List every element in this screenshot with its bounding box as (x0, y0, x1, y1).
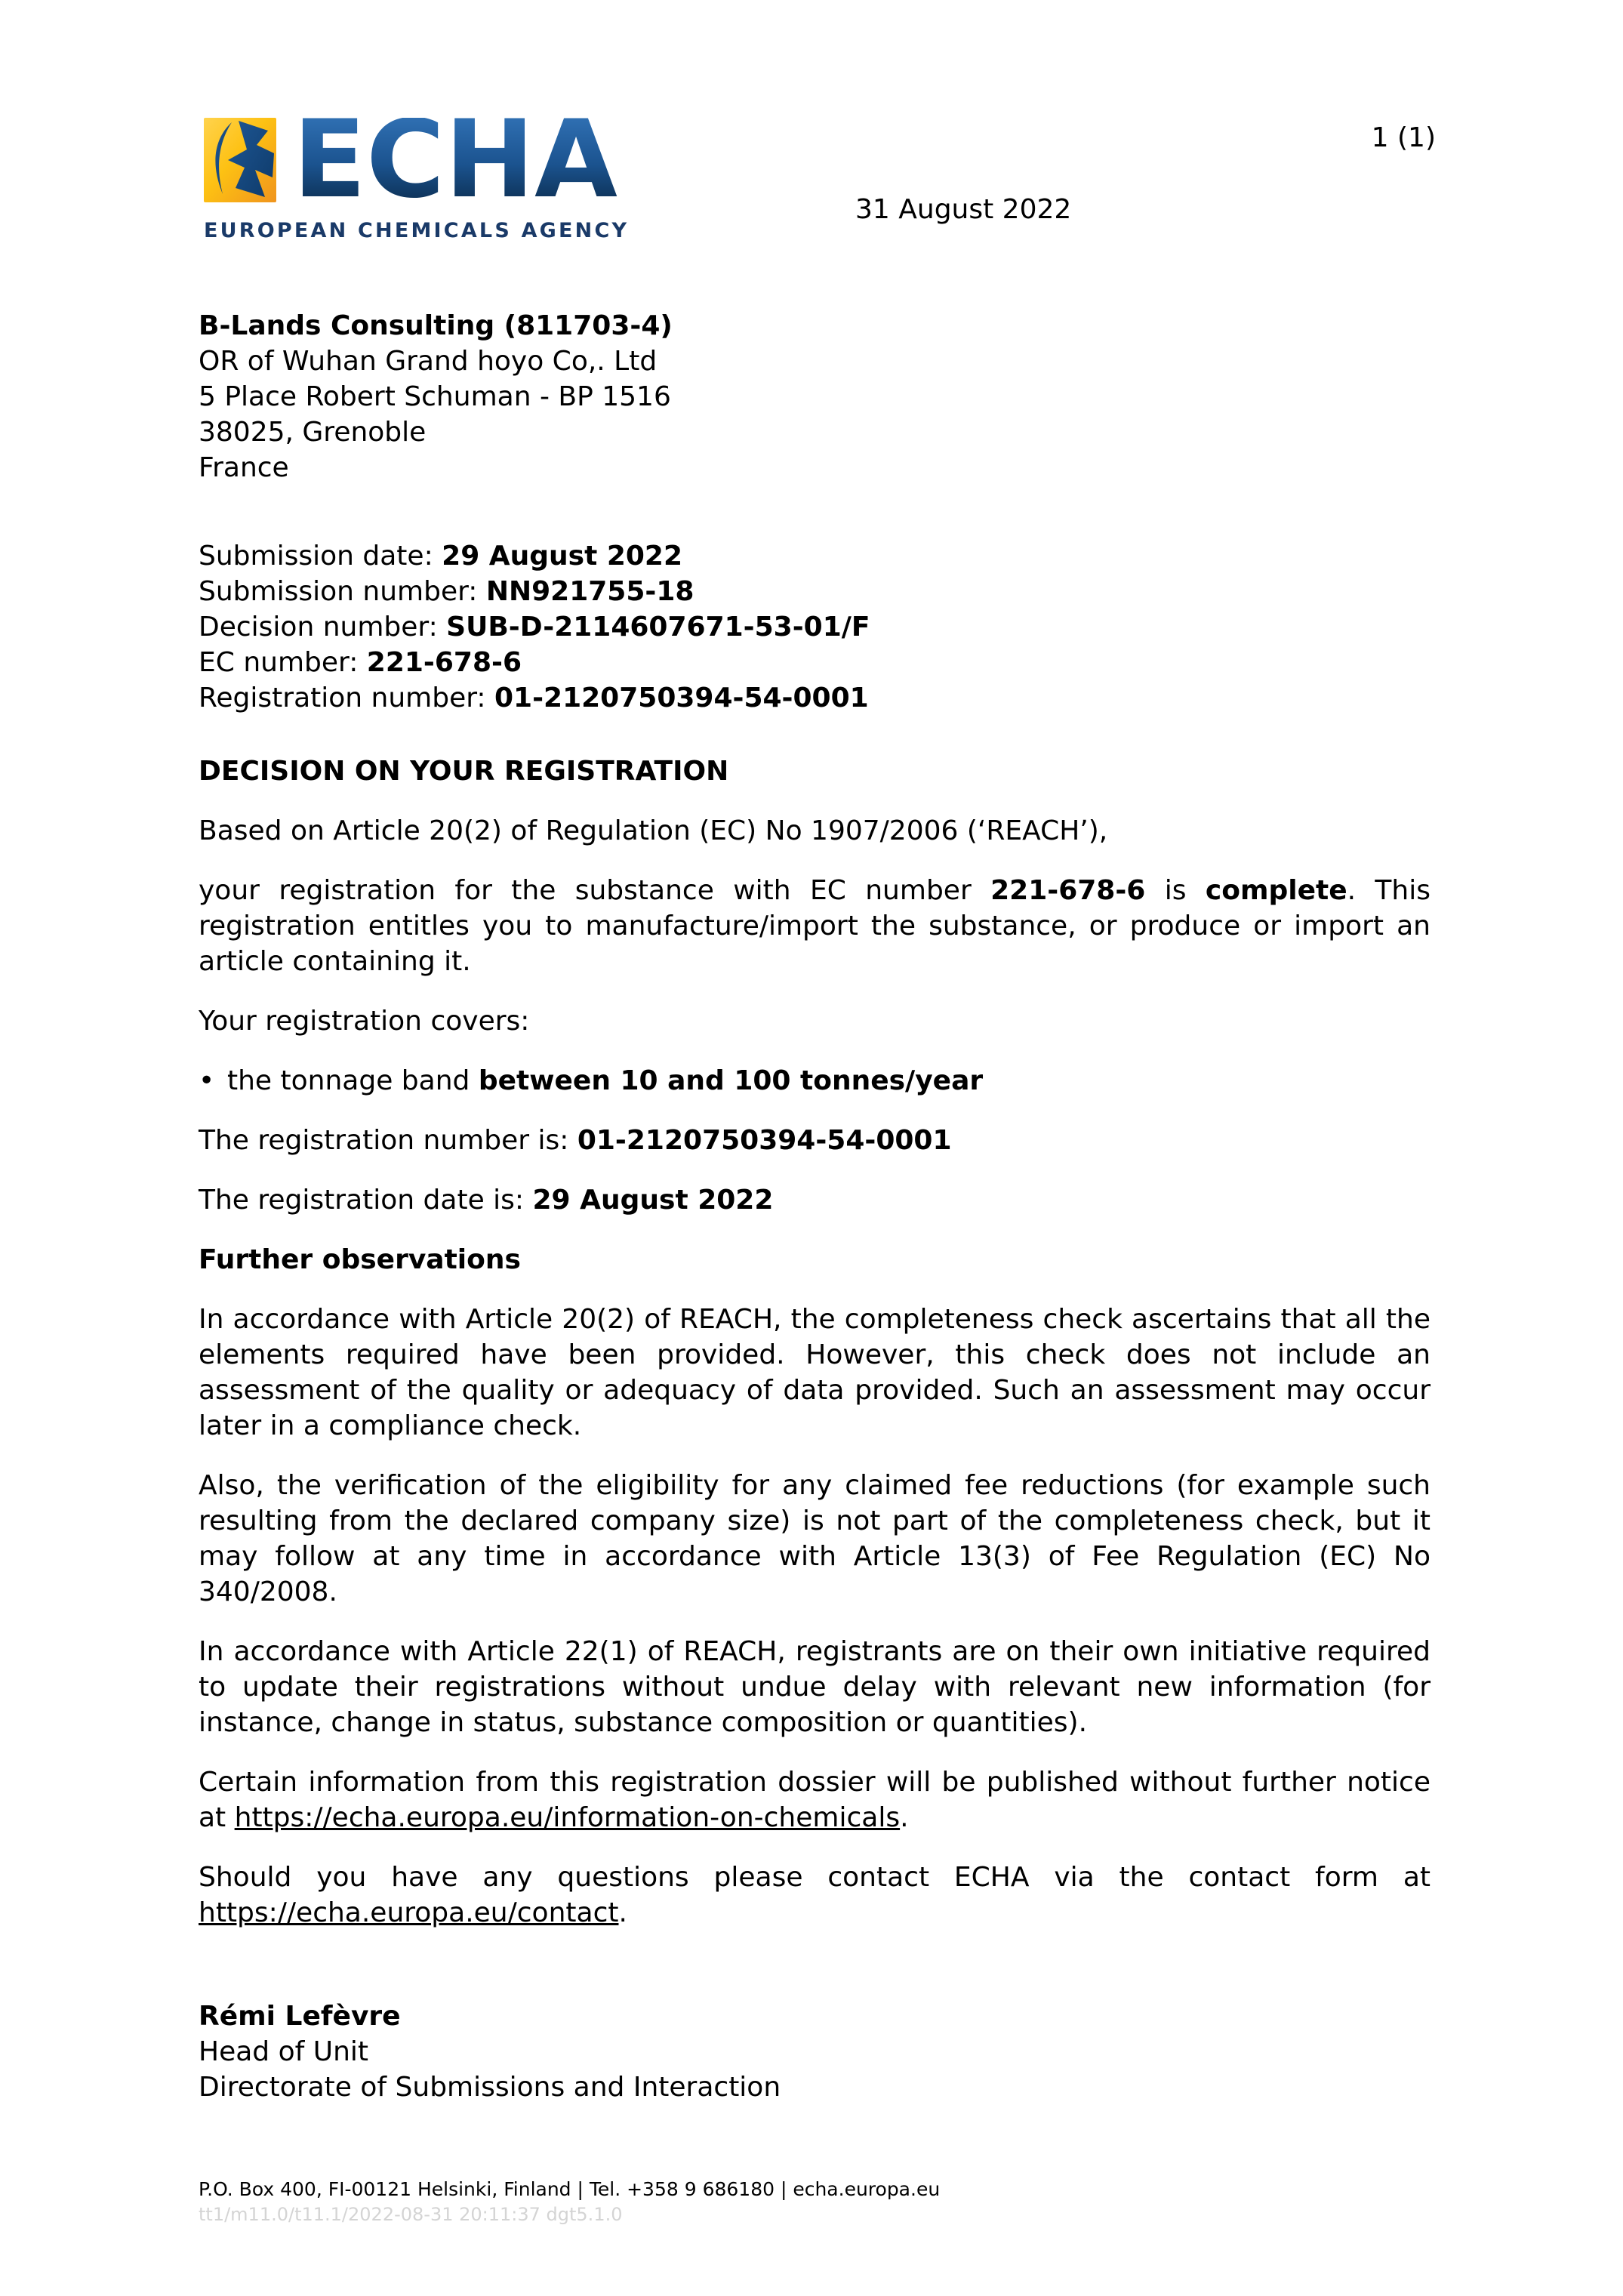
signatory-title: Head of Unit (199, 2036, 368, 2067)
page-number: 1 (1) (1371, 122, 1436, 153)
ec-number-value: 221-678-6 (990, 875, 1146, 906)
decision-heading: DECISION ON YOUR REGISTRATION (199, 756, 729, 787)
text-segment: is (1145, 875, 1206, 906)
text-segment: . (900, 1802, 909, 1833)
recipient-line: 5 Place Robert Schuman - BP 1516 (199, 381, 671, 412)
recipient-name: B-Lands Consulting (811703-4) (199, 310, 673, 341)
text-segment: your registration for the substance with EC number (199, 875, 991, 906)
meta-value: 221-678-6 (366, 647, 522, 678)
footer-machine-line: tt1/m11.0/t11.1/2022-08-31 20:11:37 dgt5.1.0 (199, 2204, 623, 2225)
meta-value: 29 August 2022 (442, 541, 683, 572)
text-segment: The registration number is: (199, 1125, 577, 1156)
information-on-chemicals-link[interactable]: https://echa.europa.eu/information-on-chemicals (234, 1802, 901, 1833)
text-segment: The registration date is: (199, 1185, 533, 1216)
echa-tagline: EUROPEAN CHEMICALS AGENCY (204, 219, 630, 242)
bullet-icon: • (199, 1065, 215, 1096)
ec-number-row (199, 645, 1431, 680)
paragraph-observation-2: Also, the verification of the eligibility for any claimed fee reductions (for example such resulting from the declared company size) is not part of the completeness check, but it may follow at any time in accordance with Article 13(3) of Fee Regulation (EC) No 340/2008. (199, 1470, 1431, 1607)
meta-label: Registration number: (199, 683, 494, 713)
meta-value: 01-2120750394-54-0001 (494, 683, 869, 713)
registration-number-value: 01-2120750394-54-0001 (577, 1125, 952, 1156)
paragraph-covers: Your registration covers: (199, 1006, 530, 1037)
paragraph-observation-3: In accordance with Article 22(1) of REACH, registrants are on their own initiative required to update their registrations without undue delay with relevant new information (for instance, change in status, substance composition or quantities). (199, 1636, 1431, 1738)
meta-label: Submission date: (199, 541, 442, 572)
signature-block (199, 1999, 1431, 2105)
decision-number-row (199, 609, 1431, 645)
recipient-line: France (199, 452, 289, 483)
meta-value: SUB-D-2114607671-53-01/F (446, 612, 870, 643)
recipient-address (199, 308, 1431, 485)
letter-body (199, 308, 1431, 2105)
echa-logo (204, 97, 617, 222)
submission-number-row (199, 574, 1431, 609)
further-observations-heading: Further observations (199, 1244, 521, 1275)
meta-value: NN921755-18 (485, 576, 694, 607)
paragraph-contact (199, 1860, 1431, 1931)
submission-meta (199, 538, 1431, 716)
tonnage-bullet-item (199, 1063, 1431, 1099)
contact-form-link[interactable]: https://echa.europa.eu/contact (199, 1897, 619, 1928)
text-segment: Certain information from this registration dossier will be published without further notice at (199, 1767, 1431, 1833)
paragraph-complete (199, 873, 1431, 979)
recipient-line: OR of Wuhan Grand hoyo Co,. Ltd (199, 346, 658, 377)
text-segment: the tonnage band (227, 1065, 479, 1096)
text-segment: Should you have any questions please contact ECHA via the contact form at (199, 1862, 1431, 1893)
meta-label: EC number: (199, 647, 367, 678)
echa-logo-icon (204, 118, 276, 202)
text-segment: . (618, 1897, 627, 1928)
footer-contact-line: P.O. Box 400, FI-00121 Helsinki, Finland | Tel. +358 9 686180 | echa.europa.eu (199, 2178, 941, 2200)
echa-wordmark: ECHA (293, 97, 617, 222)
text-segment: . This registration entitles you to manufacture/import the substance, or produce or import an article containing it. (199, 875, 1431, 977)
paragraph-observation-1: In accordance with Article 20(2) of REACH, the completeness check ascertains that all the elements required have been provided. However, this check does not include an assessment of the quality or adequacy of data provided. Such an assessment may occur later in a compliance check. (199, 1304, 1431, 1441)
letter-date: 31 August 2022 (855, 194, 1072, 225)
paragraph-legal-basis: Based on Article 20(2) of Regulation (EC) No 1907/2006 (‘REACH’), (199, 815, 1108, 846)
complete-status: complete (1205, 875, 1347, 906)
signatory-directorate: Directorate of Submissions and Interaction (199, 2072, 781, 2103)
meta-label: Submission number: (199, 576, 486, 607)
page-footer (199, 2177, 940, 2227)
meta-label: Decision number: (199, 612, 447, 643)
paragraph-registration-date (199, 1182, 1431, 1218)
submission-date-row (199, 538, 1431, 574)
signatory-name: Rémi Lefèvre (199, 2001, 401, 2032)
recipient-line: 38025, Grenoble (199, 417, 427, 448)
registration-date-value: 29 August 2022 (532, 1185, 774, 1216)
paragraph-publication (199, 1764, 1431, 1835)
registration-number-row (199, 680, 1431, 716)
paragraph-registration-number (199, 1123, 1431, 1158)
tonnage-band-value: between 10 and 100 tonnes/year (478, 1065, 984, 1096)
